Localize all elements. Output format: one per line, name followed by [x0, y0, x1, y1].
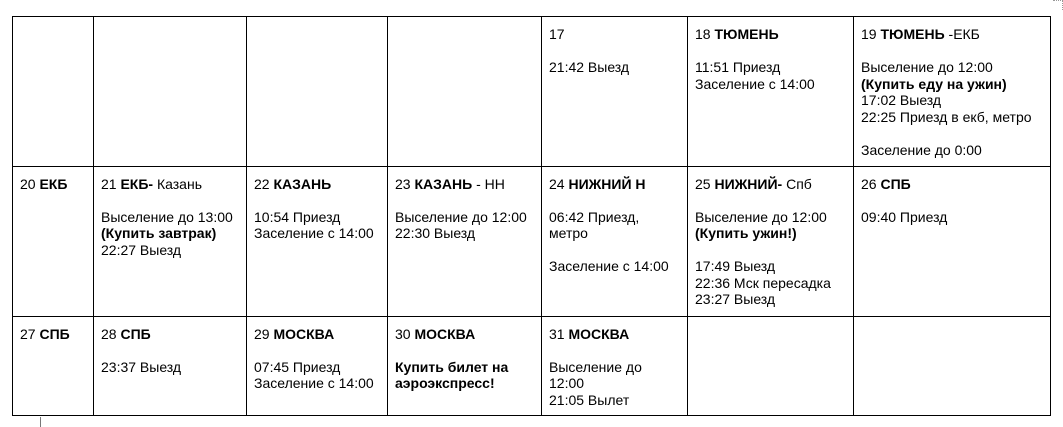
- day-city: НИЖНИЙ Н: [568, 175, 646, 192]
- schedule-line: метро: [549, 225, 588, 242]
- day-cell-content: [395, 317, 541, 392]
- day-cell[interactable]: [854, 316, 1051, 416]
- schedule-line: 17:02 Выезд: [861, 92, 942, 108]
- day-city: МОСКВА: [273, 325, 335, 342]
- note-line: Купить билет на: [395, 358, 509, 375]
- schedule-line: Заселение с 14:00: [254, 375, 374, 391]
- day-header: [861, 26, 1050, 43]
- day-city: ЕКБ-: [120, 175, 154, 192]
- calendar-week-row: [13, 166, 1051, 316]
- day-number: 19: [861, 26, 877, 42]
- day-cell[interactable]: [94, 316, 247, 416]
- day-header: [101, 326, 246, 343]
- day-number: 26: [861, 175, 877, 192]
- day-cell[interactable]: [688, 316, 854, 416]
- page-corner-marker: [1053, 0, 1063, 10]
- schedule-line: 22:25 Приезд в екб, метро: [861, 108, 1032, 125]
- schedule-line: 23:27 Выезд: [695, 291, 776, 308]
- day-cell[interactable]: [247, 166, 388, 316]
- blank-line: [549, 192, 687, 209]
- day-header: [395, 326, 541, 343]
- day-header: [549, 326, 687, 343]
- day-header: [20, 176, 93, 193]
- schedule-line: 21:42 Выезд: [549, 59, 630, 75]
- day-header: [549, 176, 687, 193]
- day-cell-content: [20, 167, 93, 193]
- day-cell-content: [861, 167, 1050, 226]
- calendar-week-row: [13, 17, 1051, 167]
- day-city: КАЗАНЬ: [273, 175, 332, 192]
- day-city: ТЮМЕНЬ: [714, 26, 779, 42]
- day-destination: Казань: [153, 175, 202, 192]
- schedule-line: Выселение до 12:00: [395, 208, 527, 225]
- day-cell[interactable]: [388, 166, 542, 316]
- schedule-line: Заселение с 14:00: [549, 258, 669, 275]
- day-cell[interactable]: [688, 166, 854, 316]
- day-cell[interactable]: [13, 316, 94, 416]
- note-line: аэроэкспресс!: [395, 375, 495, 391]
- blank-line: [549, 342, 687, 359]
- day-cell-content: [395, 167, 541, 242]
- day-cell[interactable]: [388, 316, 542, 416]
- day-number: 22: [254, 175, 270, 192]
- day-city: КАЗАНЬ: [414, 175, 473, 192]
- day-cell-content: [20, 17, 93, 26]
- blank-line: [549, 43, 687, 60]
- blank-line: [254, 192, 387, 209]
- day-header: [20, 326, 93, 343]
- schedule-line: 10:54 Приезд: [254, 208, 341, 225]
- day-number: 23: [395, 175, 411, 192]
- day-city: МОСКВА: [568, 325, 630, 342]
- schedule-line: 09:40 Приезд: [861, 208, 948, 225]
- blank-line: [254, 342, 387, 359]
- day-cell-content: [549, 167, 687, 275]
- day-cell-content: [101, 17, 246, 26]
- day-header: [695, 26, 853, 43]
- blank-line: [695, 242, 853, 259]
- day-cell-content: [254, 167, 387, 242]
- schedule-line: 22:27 Выезд: [101, 241, 182, 258]
- day-cell-content: [101, 317, 246, 376]
- day-number: 31: [549, 325, 565, 342]
- day-city: ТЮМЕНЬ: [880, 26, 945, 42]
- blank-line: [861, 125, 1050, 142]
- day-city: МОСКВА: [414, 325, 476, 342]
- schedule-line: 07:45 Приезд: [254, 358, 341, 375]
- day-header: [101, 176, 246, 193]
- day-number: 21: [101, 175, 117, 192]
- day-number: 24: [549, 175, 565, 192]
- day-cell[interactable]: [94, 17, 247, 167]
- day-city: СПБ: [120, 325, 151, 342]
- day-city: СПБ: [39, 325, 70, 342]
- day-header: [395, 176, 541, 193]
- day-city: НИЖНИЙ-: [714, 175, 783, 192]
- day-header: [695, 176, 853, 193]
- day-city: СПБ: [880, 175, 911, 192]
- schedule-line: Выселение до 12:00: [861, 59, 993, 75]
- day-city: ЕКБ: [39, 175, 68, 192]
- day-header: [861, 176, 1050, 193]
- day-cell-content: [395, 17, 541, 26]
- blank-line: [695, 43, 853, 60]
- blank-line: [861, 43, 1050, 60]
- blank-line: [861, 192, 1050, 209]
- blank-line: [395, 192, 541, 209]
- day-cell-content: [695, 317, 853, 326]
- day-cell[interactable]: [13, 17, 94, 167]
- note-line: (Купить еду на ужин): [861, 75, 1007, 92]
- day-destination: - НН: [472, 175, 505, 192]
- day-cell-content: [861, 17, 1050, 158]
- note-line: (Купить ужин!): [695, 225, 797, 242]
- blank-line: [549, 242, 687, 259]
- calendar-body: [13, 17, 1051, 416]
- day-header: [254, 176, 387, 193]
- day-cell[interactable]: [542, 316, 688, 416]
- day-number: 17: [549, 26, 565, 42]
- blank-line: [395, 342, 541, 359]
- schedule-line: 17:49 Выезд: [695, 258, 776, 275]
- blank-line: [101, 342, 246, 359]
- day-destination: -ЕКБ: [944, 26, 980, 42]
- day-cell[interactable]: [13, 166, 94, 316]
- schedule-line: 11:51 Приезд: [695, 59, 781, 75]
- day-cell-content: [20, 317, 93, 343]
- day-cell[interactable]: [854, 166, 1051, 316]
- day-cell[interactable]: [688, 17, 854, 167]
- schedule-line: 06:42 Приезд,: [549, 208, 640, 225]
- schedule-line: 12:00: [549, 375, 585, 391]
- day-cell-content: [254, 317, 387, 392]
- day-cell[interactable]: [542, 17, 688, 167]
- day-number: 18: [695, 26, 711, 42]
- blank-line: [695, 192, 853, 209]
- schedule-line: 22:30 Выезд: [395, 225, 476, 242]
- schedule-line: 23:37 Выезд: [101, 358, 182, 375]
- note-line: (Купить завтрак): [101, 225, 217, 242]
- day-cell-content: [695, 17, 853, 92]
- day-destination: Спб: [782, 175, 812, 192]
- day-header: [549, 26, 687, 43]
- schedule-line: 22:36 Мск пересадка: [695, 274, 831, 291]
- day-number: 20: [20, 175, 36, 192]
- day-cell-content: [101, 167, 246, 259]
- day-cell-content: [861, 317, 1050, 326]
- day-cell[interactable]: [388, 17, 542, 167]
- schedule-line: 21:05 Вылет: [549, 391, 630, 408]
- schedule-line: Заселение с 14:00: [254, 225, 374, 242]
- itinerary-calendar-table: [12, 16, 1051, 416]
- day-cell[interactable]: [94, 166, 247, 316]
- day-number: 29: [254, 325, 270, 342]
- day-number: 28: [101, 325, 117, 342]
- day-cell[interactable]: [542, 166, 688, 316]
- calendar-week-row: [13, 316, 1051, 416]
- day-cell[interactable]: [854, 17, 1051, 167]
- day-cell-content: [254, 17, 387, 26]
- day-cell-content: [695, 167, 853, 308]
- schedule-line: Выселение до 13:00: [101, 208, 233, 225]
- schedule-line: Заселение с 14:00: [695, 75, 815, 92]
- day-cell-content: [549, 317, 687, 409]
- schedule-line: Выселение до: [549, 358, 642, 375]
- day-cell[interactable]: [247, 316, 388, 416]
- day-cell-content: [549, 17, 687, 76]
- day-number: 30: [395, 325, 411, 342]
- schedule-line: Заселение до 0:00: [861, 141, 982, 158]
- day-header: [254, 326, 387, 343]
- day-number: 25: [695, 175, 711, 192]
- day-cell[interactable]: [247, 17, 388, 167]
- blank-line: [101, 192, 246, 209]
- schedule-line: Выселение до 12:00: [695, 208, 827, 225]
- day-number: 27: [20, 325, 36, 342]
- text-cursor-marker: [40, 417, 41, 427]
